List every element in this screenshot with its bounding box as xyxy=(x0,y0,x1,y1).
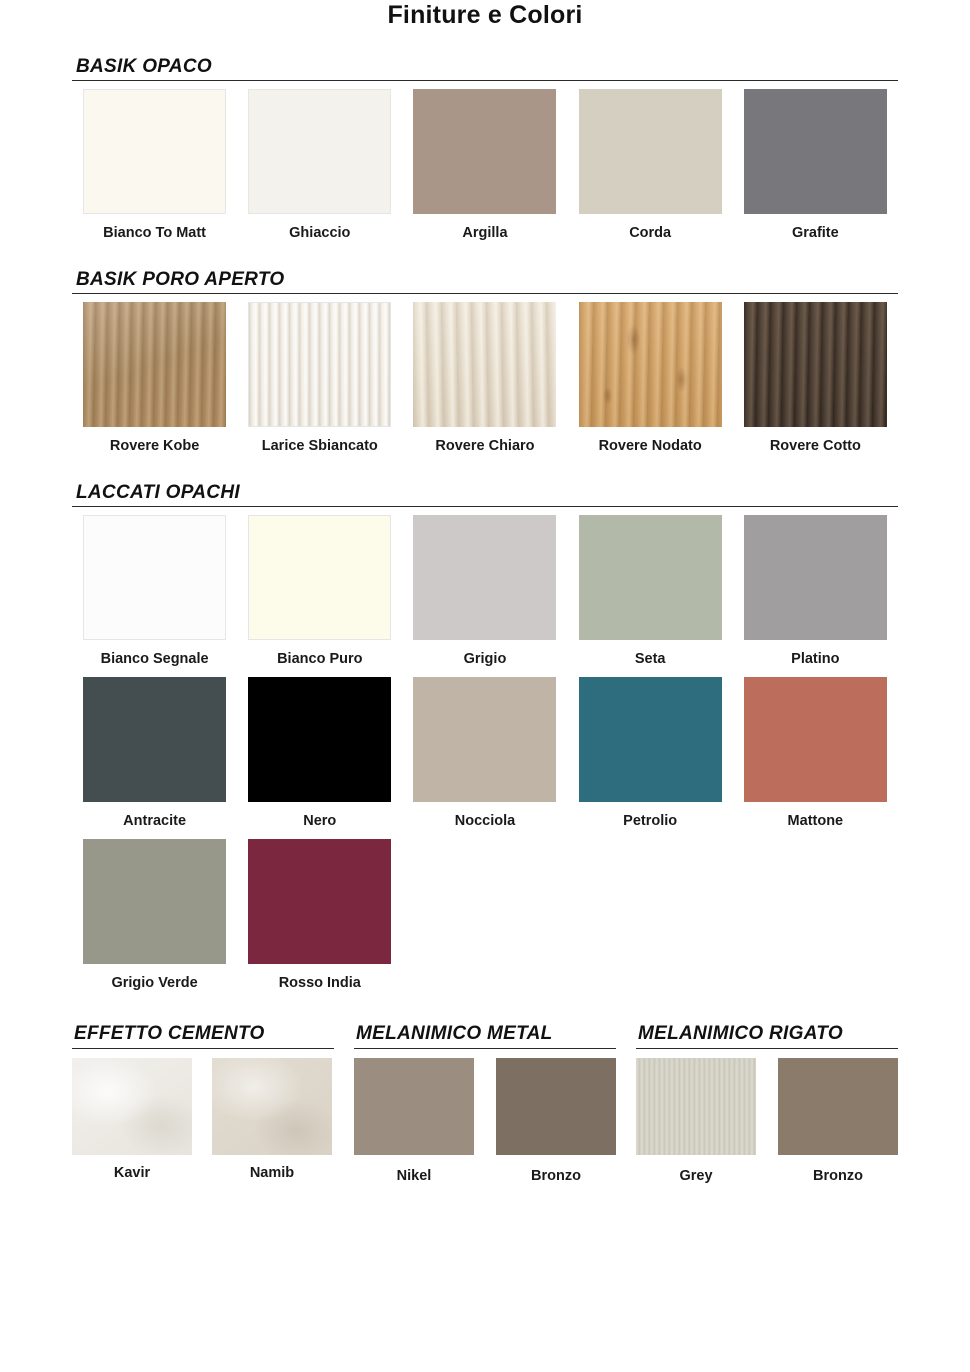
section-divider xyxy=(72,506,898,507)
group-melaminico-rigato xyxy=(636,1023,898,1184)
swatch-cell[interactable] xyxy=(733,515,898,669)
color-swatch[interactable] xyxy=(248,677,391,802)
group-header xyxy=(636,1023,898,1049)
swatch-label: Bianco To Matt xyxy=(103,225,207,241)
swatch-cell[interactable] xyxy=(402,677,567,831)
group-row xyxy=(354,1058,616,1184)
swatch-label: Kavir xyxy=(113,1165,151,1181)
group-divider xyxy=(72,1048,334,1049)
swatch-label: Petrolio xyxy=(623,813,678,829)
swatch-cell[interactable] xyxy=(636,1058,756,1184)
swatch-cell[interactable] xyxy=(733,677,898,831)
swatch-cell[interactable] xyxy=(72,302,237,456)
swatch-cell[interactable] xyxy=(72,89,237,243)
swatch-label: Antracite xyxy=(123,813,187,829)
swatch-label: Rosso India xyxy=(278,975,361,991)
swatch-cell[interactable] xyxy=(72,515,237,669)
swatch-cell[interactable] xyxy=(212,1058,332,1181)
group-title: MELANIMICO RIGATO xyxy=(638,1023,843,1044)
color-swatch[interactable] xyxy=(778,1058,898,1155)
wood-swatch[interactable] xyxy=(579,302,722,427)
wood-swatch[interactable] xyxy=(248,302,391,427)
swatch-cell[interactable] xyxy=(568,302,733,456)
color-swatch[interactable] xyxy=(83,89,226,214)
color-swatch[interactable] xyxy=(413,89,556,214)
texture-swatch[interactable] xyxy=(212,1058,332,1155)
swatch-cell[interactable] xyxy=(72,839,237,993)
swatch-row xyxy=(72,89,898,243)
color-swatch[interactable] xyxy=(354,1058,474,1155)
section-header-basik-poro-aperto xyxy=(72,269,898,294)
wood-swatch[interactable] xyxy=(744,302,887,427)
swatch-label: Nikel xyxy=(396,1168,432,1184)
swatch-cell[interactable] xyxy=(237,515,402,669)
color-swatch[interactable] xyxy=(83,839,226,964)
swatch-label: Bianco Puro xyxy=(277,651,363,667)
color-swatch[interactable] xyxy=(579,89,722,214)
swatch-label: Bianco Segnale xyxy=(100,651,209,667)
color-swatch[interactable] xyxy=(413,677,556,802)
swatch-label: Nero xyxy=(303,813,337,829)
color-swatch[interactable] xyxy=(579,677,722,802)
wood-swatch[interactable] xyxy=(83,302,226,427)
group-row xyxy=(72,1058,334,1181)
swatch-cell[interactable] xyxy=(568,515,733,669)
section-header-laccati-opachi xyxy=(72,482,898,507)
color-swatch[interactable] xyxy=(744,677,887,802)
swatch-label: Grigio Verde xyxy=(111,975,198,991)
group-header xyxy=(72,1023,334,1049)
color-swatch[interactable] xyxy=(248,839,391,964)
swatch-cell[interactable] xyxy=(354,1058,474,1184)
section-header-basik-opaco xyxy=(72,56,898,81)
color-swatch[interactable] xyxy=(744,89,887,214)
swatch-cell[interactable] xyxy=(733,89,898,243)
swatch-label: Mattone xyxy=(787,813,844,829)
section-title: BASIK PORO APERTO xyxy=(76,269,285,290)
swatch-cell-empty xyxy=(402,839,567,993)
swatch-row xyxy=(72,515,898,669)
swatch-cell[interactable] xyxy=(568,89,733,243)
swatch-label: Grigio xyxy=(463,651,507,667)
swatch-label: Bronzo xyxy=(813,1168,863,1184)
swatch-cell[interactable] xyxy=(237,89,402,243)
group-title: EFFETTO CEMENTO xyxy=(74,1023,265,1044)
swatch-label: Namib xyxy=(249,1165,295,1181)
color-swatch[interactable] xyxy=(248,89,391,214)
texture-swatch[interactable] xyxy=(72,1058,192,1155)
swatch-label: Rovere Nodato xyxy=(598,438,702,454)
group-header xyxy=(354,1023,616,1049)
swatch-cell[interactable] xyxy=(237,839,402,993)
color-swatch[interactable] xyxy=(83,677,226,802)
color-swatch[interactable] xyxy=(83,515,226,640)
swatch-row xyxy=(72,302,898,456)
section-title: BASIK OPACO xyxy=(76,56,212,77)
group-row xyxy=(636,1058,898,1184)
texture-swatch[interactable] xyxy=(636,1058,756,1155)
swatch-cell[interactable] xyxy=(402,515,567,669)
swatch-label: Grey xyxy=(679,1168,713,1184)
section-title: LACCATI OPACHI xyxy=(76,482,240,503)
group-effetto-cemento xyxy=(72,1023,334,1184)
swatch-row xyxy=(72,677,898,831)
swatch-cell-empty xyxy=(733,839,898,993)
swatch-label: Larice Sbiancato xyxy=(261,438,378,454)
swatch-label: Bronzo xyxy=(531,1168,581,1184)
group-title: MELANIMICO METAL xyxy=(356,1023,553,1044)
swatch-label: Rovere Kobe xyxy=(109,438,200,454)
section-divider xyxy=(72,80,898,81)
group-divider xyxy=(636,1048,898,1049)
swatch-label: Platino xyxy=(791,651,840,667)
wood-swatch[interactable] xyxy=(413,302,556,427)
color-swatch[interactable] xyxy=(579,515,722,640)
swatch-label: Grafite xyxy=(791,225,839,241)
swatch-label: Argilla xyxy=(462,225,508,241)
swatch-cell[interactable] xyxy=(778,1058,898,1184)
color-swatch[interactable] xyxy=(744,515,887,640)
swatch-row xyxy=(72,839,898,993)
swatch-cell[interactable] xyxy=(733,302,898,456)
swatch-cell[interactable] xyxy=(72,677,237,831)
group-divider xyxy=(354,1048,616,1049)
swatch-cell[interactable] xyxy=(237,302,402,456)
swatch-label: Rovere Cotto xyxy=(769,438,861,454)
swatch-label: Corda xyxy=(629,225,672,241)
swatch-cell[interactable] xyxy=(237,677,402,831)
color-swatch[interactable] xyxy=(413,515,556,640)
bottom-groups xyxy=(72,1023,898,1184)
swatch-label: Ghiaccio xyxy=(289,225,351,241)
swatch-cell[interactable] xyxy=(568,677,733,831)
swatch-cell[interactable] xyxy=(402,89,567,243)
group-melaminico-metal xyxy=(354,1023,616,1184)
swatch-label: Rovere Chiaro xyxy=(435,438,535,454)
swatch-label: Seta xyxy=(634,651,666,667)
section-divider xyxy=(72,293,898,294)
color-swatch[interactable] xyxy=(496,1058,616,1155)
page-title: Finiture e Colori xyxy=(387,1,583,29)
swatch-label: Nocciola xyxy=(454,813,516,829)
swatch-cell-empty xyxy=(568,839,733,993)
color-swatch[interactable] xyxy=(248,515,391,640)
swatch-cell[interactable] xyxy=(496,1058,616,1184)
swatch-cell[interactable] xyxy=(402,302,567,456)
swatch-cell[interactable] xyxy=(72,1058,192,1181)
